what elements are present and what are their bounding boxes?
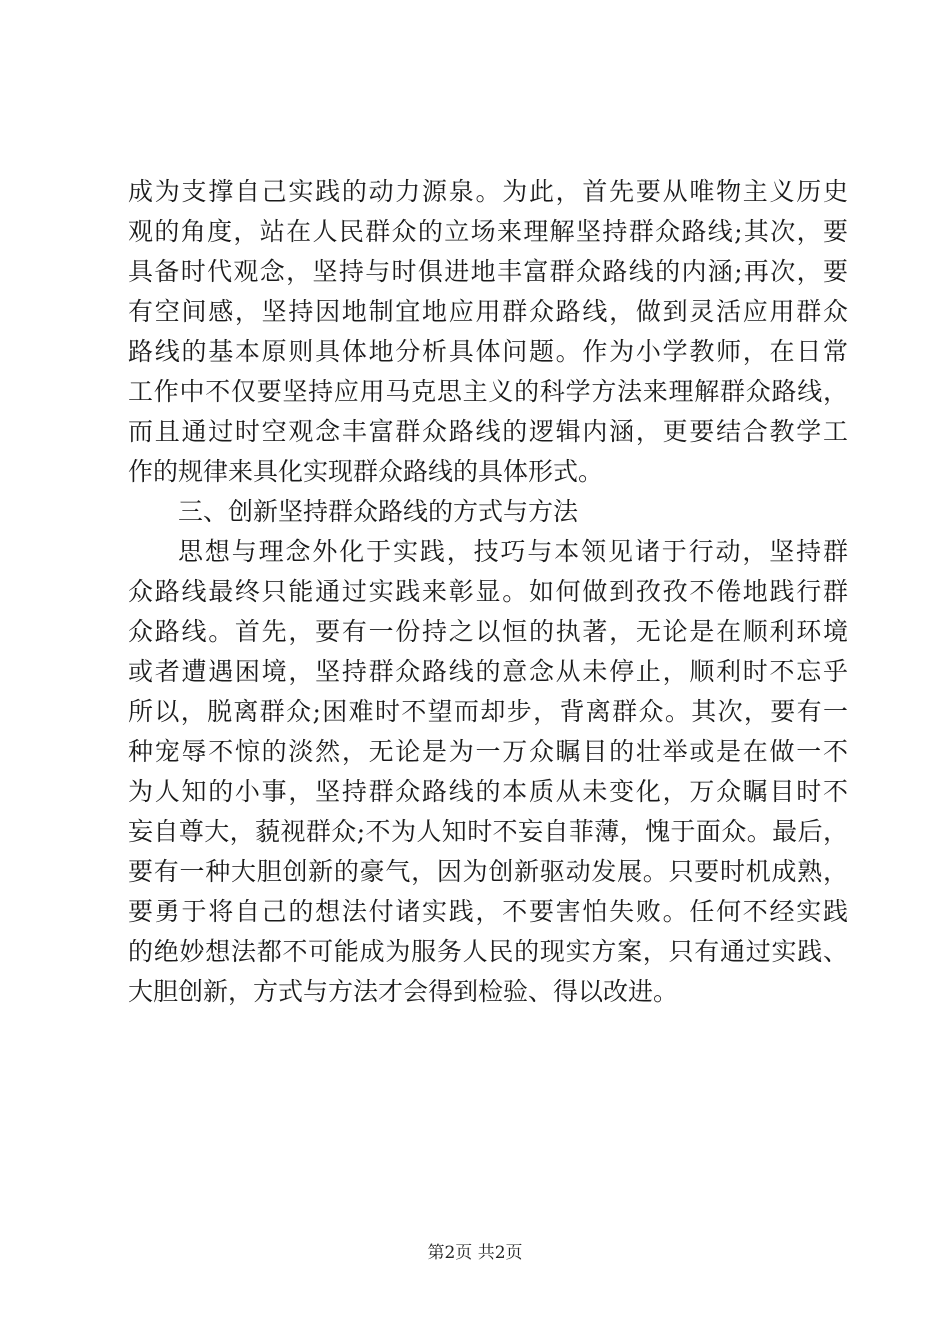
body-text-line: 众路线。首先，要有一份持之以恒的执著，无论是在顺利环境 [128,617,848,646]
body-text-line: 工作中不仅要坚持应用马克思主义的科学方法来理解群众路线， [128,377,848,406]
body-text-line: 作的规律来具化实现群众路线的具体形式。 [128,457,604,486]
body-text-line: 或者遭遇困境，坚持群众路线的意念从未停止，顺利时不忘乎 [128,657,848,686]
body-text-line: 要勇于将自己的想法付诸实践，不要害怕失败。任何不经实践 [128,897,848,926]
body-text-line: 路线的基本原则具体地分析具体问题。作为小学教师，在日常 [128,337,848,366]
body-text-line: 种宠辱不惊的淡然，无论是为一万众瞩目的壮举或是在做一不 [128,737,848,766]
body-text-line: 的绝妙想法都不可能成为服务人民的现实方案，只有通过实践、 [128,937,848,966]
body-text-line: 有空间感，坚持因地制宜地应用群众路线，做到灵活应用群众 [128,297,848,326]
body-text-line: 而且通过时空观念丰富群众路线的逻辑内涵，更要结合教学工 [128,417,848,446]
body-text-line: 所以，脱离群众;困难时不望而却步，背离群众。其次，要有一 [128,697,848,726]
section-heading: 三、创新坚持群众路线的方式与方法 [178,497,579,526]
page-number-footer: 第2页 共2页 [427,1243,523,1263]
body-text-line: 成为支撑自己实践的动力源泉。为此，首先要从唯物主义历史 [128,177,848,206]
body-text-line: 观的角度，站在人民群众的立场来理解坚持群众路线;其次，要 [128,217,848,246]
body-text-line: 众路线最终只能通过实践来彰显。如何做到孜孜不倦地践行群 [128,577,848,606]
body-text-line: 具备时代观念，坚持与时俱进地丰富群众路线的内涵;再次，要 [128,257,848,286]
body-text-line: 为人知的小事，坚持群众路线的本质从未变化，万众瞩目时不 [128,777,848,806]
body-text-line: 大胆创新，方式与方法才会得到检验、得以改进。 [128,977,679,1006]
body-text-line: 妄自尊大，藐视群众;不为人知时不妄自菲薄，愧于面众。最后， [128,817,848,846]
paragraph-first-line: 思想与理念外化于实践，技巧与本领见诸于行动，坚持群 [178,537,848,566]
body-text-line: 要有一种大胆创新的豪气，因为创新驱动发展。只要时机成熟， [128,857,848,886]
